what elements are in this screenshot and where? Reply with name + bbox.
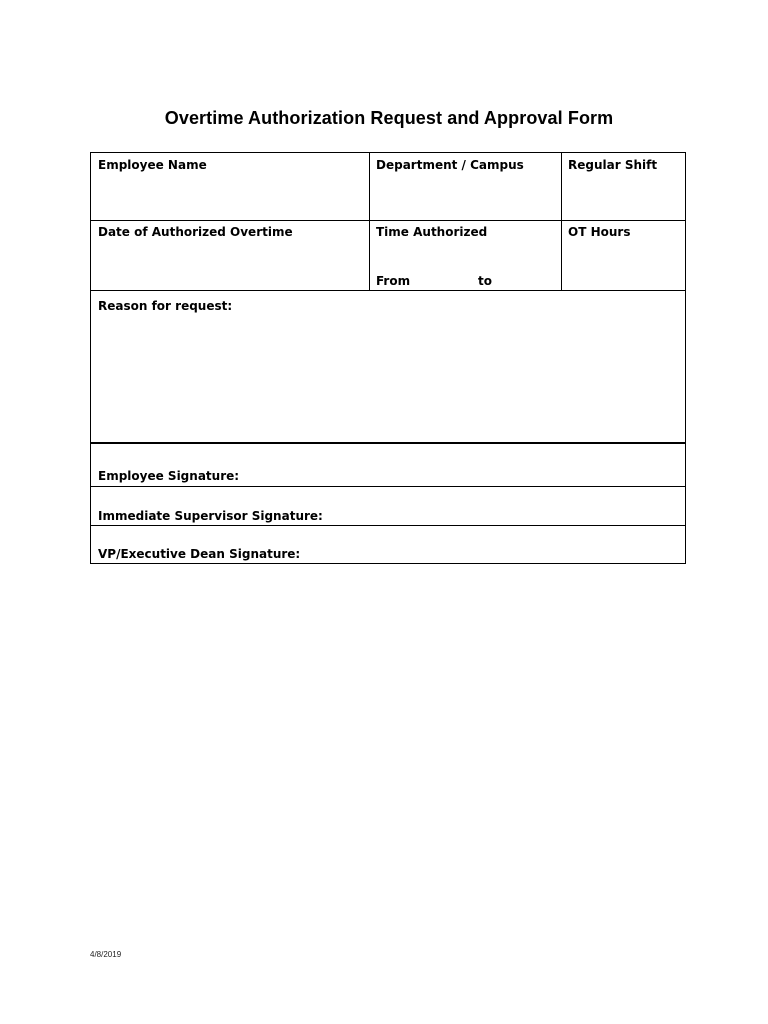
employee-signature-label: Employee Signature: xyxy=(98,469,240,483)
ot-hours-label: OT Hours xyxy=(568,225,631,239)
row-divider-2 xyxy=(91,290,685,291)
time-authorized-label: Time Authorized xyxy=(376,225,488,239)
department-campus-label: Department / Campus xyxy=(376,158,524,172)
row-divider-5 xyxy=(91,525,685,526)
reason-for-request-label: Reason for request: xyxy=(98,299,233,313)
vp-dean-signature-label: VP/Executive Dean Signature: xyxy=(98,547,301,561)
overtime-form-table xyxy=(90,152,686,564)
employee-name-label: Employee Name xyxy=(98,158,207,172)
regular-shift-label: Regular Shift xyxy=(568,158,658,172)
footer-date: 4/8/2019 xyxy=(90,950,122,959)
row-divider-3 xyxy=(91,442,685,444)
to-label: to xyxy=(478,274,492,288)
row-divider-1 xyxy=(91,220,685,221)
from-label: From xyxy=(376,274,411,288)
page-title: Overtime Authorization Request and Approval Form xyxy=(164,108,614,128)
column-divider-1 xyxy=(369,153,370,290)
column-divider-2 xyxy=(561,153,562,290)
date-of-authorized-overtime-label: Date of Authorized Overtime xyxy=(98,225,293,239)
supervisor-signature-label: Immediate Supervisor Signature: xyxy=(98,509,323,523)
row-divider-4 xyxy=(91,486,685,487)
